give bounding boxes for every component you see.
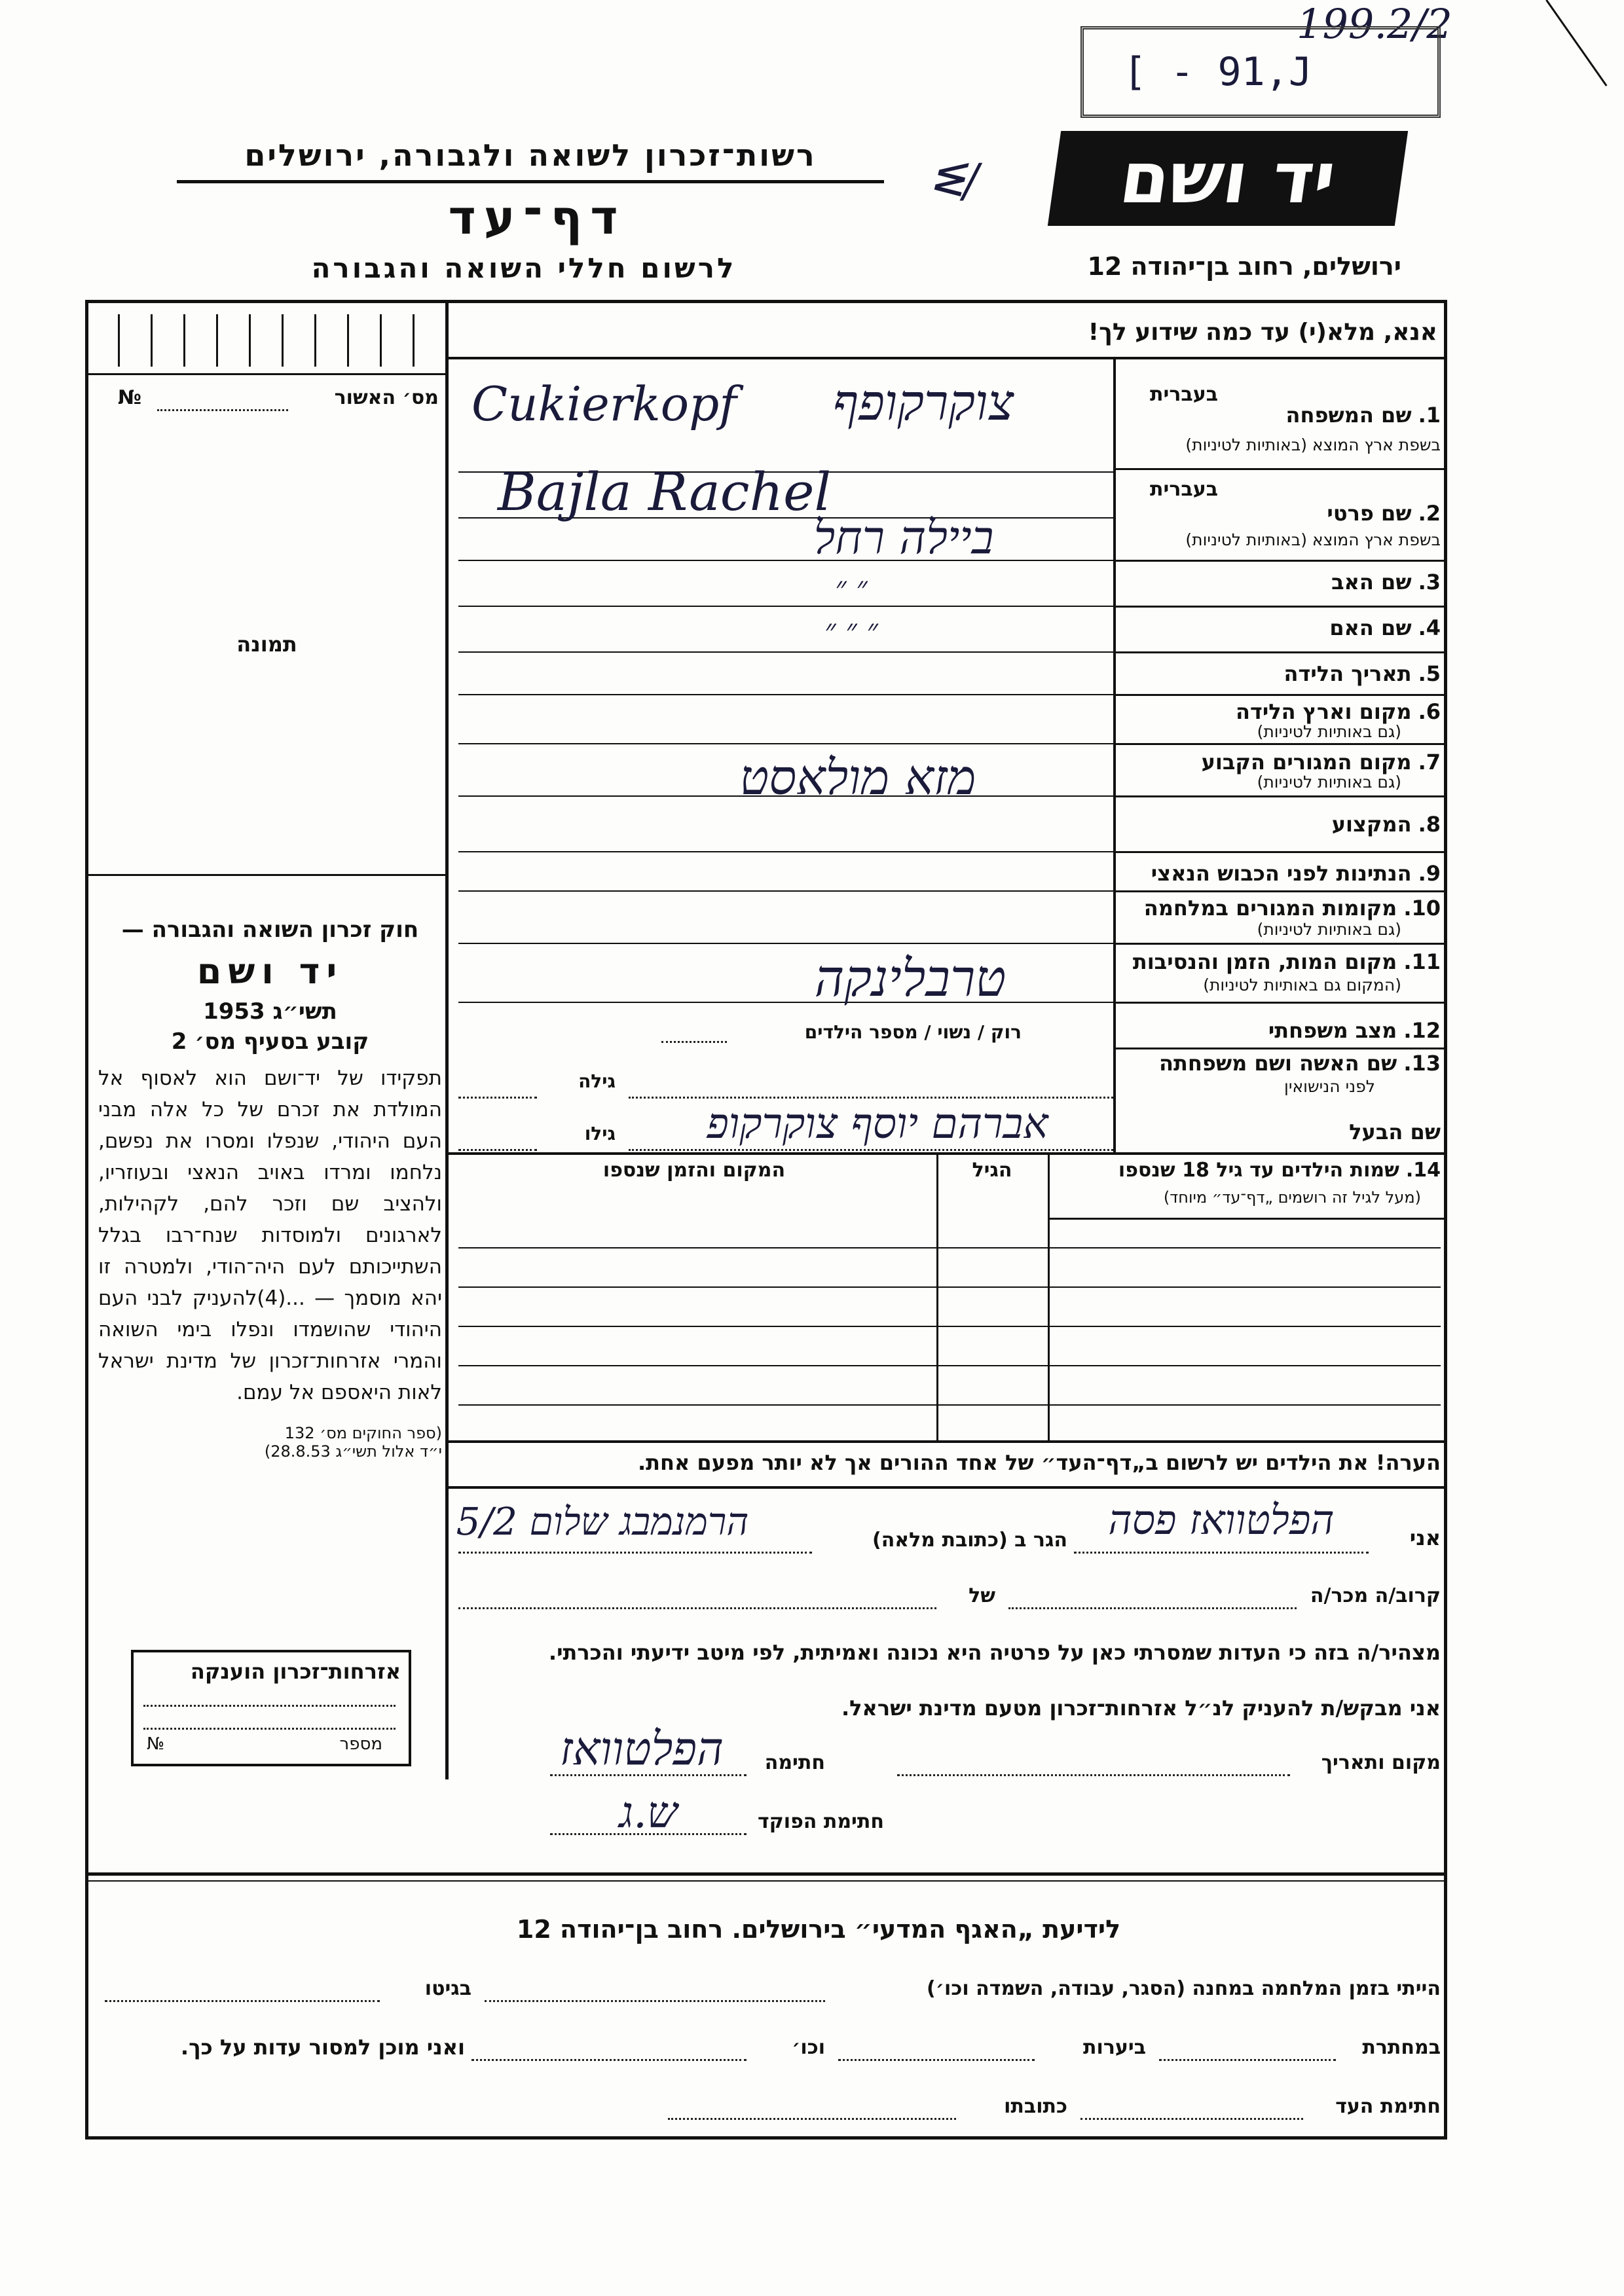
citizenship-title: אזרחות־זכרון הוענקה — [190, 1659, 401, 1684]
request-text: אני מבקש/ת להעניק לנ״ל אזרחות־זכרון מטעם מדינת ישראל. — [841, 1696, 1441, 1721]
husband-age-label: גילו — [584, 1123, 616, 1144]
field-2-hebrew-tag: בעברית — [1150, 478, 1218, 501]
law-section: קובע בסעיף מס׳ 2 — [171, 1029, 369, 1055]
address: ירושלים, רחוב בן־יהודה 12 — [1087, 252, 1401, 281]
field-13-num: 13. — [1403, 1051, 1441, 1076]
children-header-sub: (מעל לגיל זה רושמים „דף־עד״ מיוחד) — [1163, 1188, 1421, 1207]
field-7-value[interactable]: מזא מולאסט — [739, 750, 976, 806]
approval-label: מס׳ האשור — [334, 386, 439, 409]
footer-line2-forests: ביערות — [1083, 2036, 1146, 2059]
field-2-value-hebrew[interactable]: ביילה רחל — [813, 511, 994, 564]
field-1-sub: בשפת ארץ המוצא (באותיות לטיניות) — [1185, 435, 1441, 454]
declarant-lives-label: הגר ב (כתובת מלאה) — [872, 1529, 1067, 1552]
law-ref-1: (ספר החוקים מס׳ 132 — [284, 1424, 442, 1442]
wife-age-label: גילה — [578, 1070, 616, 1092]
citizenship-number-label: מספר — [339, 1734, 382, 1754]
children-row-line — [458, 1365, 1441, 1366]
law-name: יד ושם — [196, 951, 344, 992]
declaration-text: מצהיר/ה בזה כי העדות שמסרתי כאן על פרטיה היא נכונה ואמיתית, לפי מיטב ידיעתי והכרתי. — [548, 1640, 1441, 1665]
footer-line3-signature: חתימת העד — [1335, 2095, 1441, 2118]
field-4-label — [1120, 615, 1441, 640]
declarant-address[interactable]: הרמנמבג שלום 5/2 — [456, 1499, 749, 1544]
pen-stroke — [1545, 0, 1607, 86]
note-divider — [449, 1486, 1447, 1489]
wife-age-field[interactable] — [458, 1097, 537, 1099]
field-7-label — [1120, 750, 1441, 774]
footer-forests-field[interactable] — [838, 2059, 1035, 2061]
field-8-label — [1120, 812, 1441, 837]
photo-label: תמונה — [236, 632, 297, 657]
field-8-name: המקצוע — [1331, 812, 1412, 837]
footer-line2-underground: במחתרת — [1362, 2036, 1441, 2059]
authority-title: רשות־זכרון לשואה ולגבורה, ירושלים — [244, 137, 817, 173]
children-header-name — [1054, 1159, 1441, 1182]
field-10-sub: (גם באותיות לטיניות) — [1257, 920, 1401, 939]
husband-label: שם הבעל — [1349, 1120, 1441, 1144]
field-5-num: 5. — [1418, 661, 1441, 686]
children-title: שמות הילדים עד גיל 18 שנספו — [1118, 1159, 1399, 1182]
children-header-divider — [1048, 1218, 1447, 1220]
field-11-value[interactable]: טרבלינקה — [814, 949, 1006, 1008]
clerk-label: חתימת הפוקד — [758, 1810, 884, 1833]
field-9-name: הנתינות לפני הכבוש הנאצי — [1151, 861, 1412, 886]
field-1-num: 1. — [1418, 403, 1441, 428]
field-9-num: 9. — [1418, 861, 1441, 886]
field-8-num: 8. — [1418, 812, 1441, 837]
law-body: תפקידו של יד־ושם הוא לאסוף אל המולדת את זכרם של כל אלה מבני העם היהודי, שנפלו ומסרו את נפשם, נלחמו ומרדו באויב הנאצי ובעוזריו, ולהציב שם וזכר להם, לקהילות, לארגונים ולמוסדות שנח־רבו בגלל השתייכותם לעם היה־הודי, ולמטרה זו יהא מוסמך — ...(4)להעניק לבני העם היהודי שהושמדו ונפלו בימי השואה והמרי אזרחות־זכרון של מדינת ישראל לאות היאספם אל עמם. — [98, 1066, 442, 1404]
field-4-value[interactable]: ״ ״ ״ — [824, 612, 878, 647]
field-12-num: 12. — [1403, 1018, 1441, 1043]
field-6-sub: (גם באותיות לטיניות) — [1257, 722, 1401, 741]
logo-handwritten-mark: ᓬ/ — [930, 154, 979, 208]
signature-label: חתימה — [764, 1751, 825, 1774]
footer-line2-ready: ואני מוכן למסור עדות על כך. — [180, 2035, 465, 2060]
marital-options[interactable]: רוק / נשוי / מספר הילדים — [804, 1021, 1022, 1043]
field-4-num: 4. — [1418, 615, 1441, 640]
archive-stamp-text: [ - 91,J — [1123, 49, 1312, 95]
law-title: חוק זכרון השואה והגבורה — — [121, 917, 419, 943]
field-2-name: שם פרטי — [1327, 501, 1412, 526]
field-11-label — [1120, 949, 1441, 974]
field-9-label — [1120, 861, 1441, 886]
field-7-sub: (גם באותיות לטיניות) — [1257, 773, 1401, 792]
field-1-name: שם המשפחה — [1285, 403, 1412, 428]
field-7-name: מקום המגורים הקבוע — [1201, 750, 1412, 774]
relative-label: קרוב/ה מכר/ה — [1310, 1584, 1441, 1607]
field-1-value-hebrew[interactable]: צוקרקופף — [832, 373, 1014, 431]
intro-text: אנא, מלא(י) עד כמה שידוע לך! — [1088, 319, 1437, 346]
intro-divider — [449, 357, 1447, 359]
form-title: דף־עד — [448, 190, 626, 245]
footer-line1-camp: הייתי בזמן המלחמה במחנה (הסגר, עבודה, השמדה וכו׳) — [927, 1977, 1441, 2000]
footer-divider-2 — [85, 1880, 1447, 1882]
footer-ghetto-field[interactable] — [105, 2000, 380, 2002]
note-text: הערה! את הילדים יש לרשום ב„דף־העד״ של אחד ההורים אך לא יותר מפעם אחת. — [637, 1450, 1441, 1475]
field-1-value-latin[interactable]: Cukierkopf — [471, 376, 737, 431]
signature[interactable]: הפלטוואז — [559, 1722, 724, 1776]
footer-underground-field[interactable] — [1159, 2059, 1336, 2061]
field-10-label — [1120, 896, 1441, 920]
field-2-num: 2. — [1418, 501, 1441, 526]
field-5-label — [1120, 661, 1441, 686]
children-count-field[interactable] — [661, 1041, 727, 1043]
field-11-num: 11. — [1403, 949, 1441, 974]
field-10-num: 10. — [1403, 896, 1441, 920]
logo: יד ושם — [1048, 131, 1408, 226]
approval-no-sign: № — [118, 386, 142, 409]
citizenship-box — [131, 1650, 411, 1766]
children-num: 14. — [1405, 1159, 1441, 1182]
clerk-field[interactable] — [550, 1833, 747, 1835]
field-5-name: תאריך הלידה — [1283, 661, 1412, 686]
field-2-sub: בשפת ארץ המוצא (באותיות לטיניות) — [1185, 530, 1441, 549]
law-year: תשי״ג 1953 — [203, 998, 337, 1025]
field-6-num: 6. — [1418, 699, 1441, 724]
field-12-name: מצב משפחתי — [1268, 1018, 1397, 1043]
children-row-line — [458, 1286, 1441, 1288]
of-label: של — [969, 1584, 995, 1607]
children-col-divider-2 — [1048, 1154, 1050, 1442]
footer-line3-address: כתובתו — [1004, 2095, 1067, 2118]
law-ref-2: י״ד אלול תשי״ג 28.8.53) — [264, 1442, 442, 1461]
footer-title: לידיעת „האגף המדעי״ בירושלים. רחוב בן־יהודה 12 — [516, 1915, 1121, 1944]
field-6-name: מקום וארץ הלידה — [1236, 699, 1412, 724]
footer-camp-field[interactable] — [485, 2000, 825, 2002]
approval-field[interactable] — [157, 409, 288, 411]
field-12-label — [1120, 1018, 1441, 1043]
husband-name-field[interactable] — [629, 1149, 1113, 1151]
citizenship-number-sign: № — [147, 1734, 165, 1754]
field-3-label — [1120, 570, 1441, 594]
footer-divider — [85, 1872, 1447, 1876]
place-date-field[interactable] — [897, 1774, 1290, 1776]
husband-age-field[interactable] — [458, 1149, 537, 1151]
field-1-hebrew-tag: בעברית — [1150, 383, 1218, 406]
wife-name-field[interactable] — [629, 1097, 1113, 1099]
declarant-name[interactable]: הפלטוואז פסה — [1108, 1496, 1335, 1544]
field-2-value-latin[interactable]: Bajla Rachel — [498, 462, 832, 522]
children-header-place: המקום והזמן שנספו — [602, 1159, 786, 1182]
field-13-sub: לפני הנישואין — [1284, 1077, 1375, 1096]
citizenship-line-1[interactable] — [143, 1705, 396, 1707]
of-field[interactable] — [458, 1607, 936, 1609]
signature-field[interactable] — [550, 1774, 747, 1776]
children-row-line — [458, 1404, 1441, 1406]
footer-witness-signature-field[interactable] — [1080, 2118, 1303, 2120]
husband-value[interactable]: אברהם יוסף צוקרקופ — [707, 1100, 1048, 1148]
field-3-num: 3. — [1418, 570, 1441, 594]
relative-field[interactable] — [1008, 1607, 1297, 1609]
footer-etc-field[interactable] — [471, 2059, 747, 2061]
citizenship-line-2[interactable] — [143, 1728, 396, 1730]
footer-line1-ghetto: בגיטו — [424, 1977, 471, 2000]
place-date-label: מקום ותאריך — [1321, 1751, 1441, 1774]
label-column-divider — [1113, 357, 1116, 1152]
field-2-label — [1277, 501, 1441, 526]
approval-box — [98, 308, 439, 370]
children-row-line — [458, 1326, 1441, 1327]
children-row-line — [458, 1247, 1441, 1248]
field-7-num: 7. — [1418, 750, 1441, 774]
children-col-divider-1 — [936, 1154, 938, 1442]
field-11-sub: (המקום גם באותיות לטיניות) — [1203, 975, 1401, 994]
field-11-name: מקום המות, הזמן והנסיבות — [1132, 949, 1397, 974]
field-3-name: שם האב — [1331, 570, 1412, 594]
field-3-value[interactable]: ״ ״ — [835, 570, 868, 605]
archive-number: 199.2/2 — [1297, 0, 1452, 48]
form-subtitle: לרשום חללי השואה והגבורה — [311, 252, 737, 284]
photo-divider — [88, 874, 449, 876]
archive-stamp — [1080, 26, 1441, 118]
declarant-i-label: אני — [1409, 1525, 1441, 1550]
field-6-label — [1120, 699, 1441, 724]
children-header-age: הגיל — [972, 1159, 1012, 1182]
approval-divider — [88, 373, 449, 375]
field-4-name: שם האם — [1329, 615, 1412, 640]
field-13-name: שם האשה ושם משפחתה — [1158, 1051, 1397, 1076]
declarant-address-field[interactable] — [458, 1552, 812, 1554]
footer-line2-etc: וכו׳ — [792, 2036, 825, 2059]
children-table-top — [449, 1152, 1447, 1155]
field-10-name: מקומות המגורים במלחמה — [1143, 896, 1397, 920]
clerk-signature[interactable]: ש.ג — [619, 1787, 678, 1838]
footer-address-field[interactable] — [668, 2118, 956, 2120]
law-block — [98, 917, 442, 1461]
authority-underline — [177, 180, 884, 183]
declarant-name-field[interactable] — [1074, 1552, 1369, 1554]
field-13-label — [1120, 1051, 1441, 1076]
field-1-label — [1277, 403, 1441, 428]
children-table-bottom — [449, 1440, 1447, 1443]
